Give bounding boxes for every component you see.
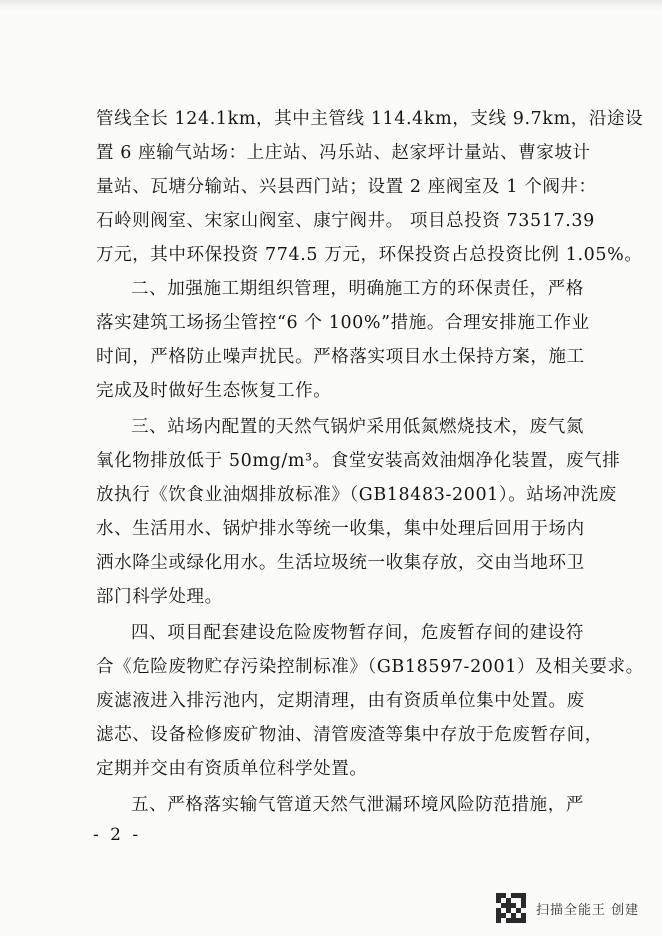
text-line-19: 滤芯、设备检修废矿物油、清管废渣等集中存放于危废暂存间， xyxy=(96,725,603,745)
paragraph-5-first-line: 五、严格落实输气管道天然气泄漏环境风险防范措施，严 xyxy=(131,795,584,815)
text-line-3: 量站、瓦塘分输站、兴县西门站；设置 2 座阀室及 1 个阀井： xyxy=(96,177,597,197)
scanner-label: 扫描全能王 创建 xyxy=(536,902,640,918)
paragraph-3-first-line: 三、站场内配置的天然气锅炉采用低氮燃烧技术，废气氮 xyxy=(131,417,584,437)
text-line-15: 部门科学处理。 xyxy=(96,587,223,607)
text-line-9: 完成及时做好生态恢复工作。 xyxy=(96,381,332,401)
text-line-17: 合《危险废物贮存污染控制标准》（GB18597-2001）及相关要求。 xyxy=(96,657,644,677)
text-line-11: 氧化物排放低于 50mg/m³。食堂安装高效油烟净化装置，废气排 xyxy=(96,451,621,471)
paragraph-2-first-line: 二、加强施工期组织管理，明确施工方的环保责任，严格 xyxy=(131,279,584,299)
text-line-4: 石岭则阀室、宋家山阀室、康宁阀井。 项目总投资 73517.39 xyxy=(96,211,595,231)
text-line-7: 落实建筑工场扬尘管控“6 个 100%”措施。合理安排施工作业 xyxy=(96,313,590,333)
text-line-2: 置 6 座输气站场：上庄站、冯乐站、赵家坪计量站、曹家坡计 xyxy=(96,143,591,163)
text-line-14: 洒水降尘或绿化用水。生活垃圾统一收集存放，交由当地环卫 xyxy=(96,553,585,573)
paragraph-4-first-line: 四、项目配套建设危险废物暂存间，危废暂存间的建设符 xyxy=(131,623,584,643)
text-line-8: 时间，严格防止噪声扰民。严格落实项目水土保持方案，施工 xyxy=(96,347,585,367)
text-line-1: 管线全长 124.1km，其中主管线 114.4km，支线 9.7km，沿途设 xyxy=(96,109,644,129)
text-line-5: 万元，其中环保投资 774.5 万元，环保投资占总投资比例 1.05%。 xyxy=(96,245,643,265)
text-line-18: 废滤液进入排污池内，定期清理，由有资质单位集中处置。废 xyxy=(96,691,585,711)
text-line-13: 水、生活用水、锅炉排水等统一收集，集中处理后回用于场内 xyxy=(96,519,585,539)
scanner-watermark xyxy=(496,888,639,928)
text-line-12: 放执行《饮食业油烟排放标准》（GB18483-2001）。站场冲洗废 xyxy=(96,485,617,505)
page-number: - 2 - xyxy=(93,825,142,845)
qr-code-icon xyxy=(496,893,526,923)
text-line-20: 定期并交由有资质单位科学处置。 xyxy=(96,759,368,779)
